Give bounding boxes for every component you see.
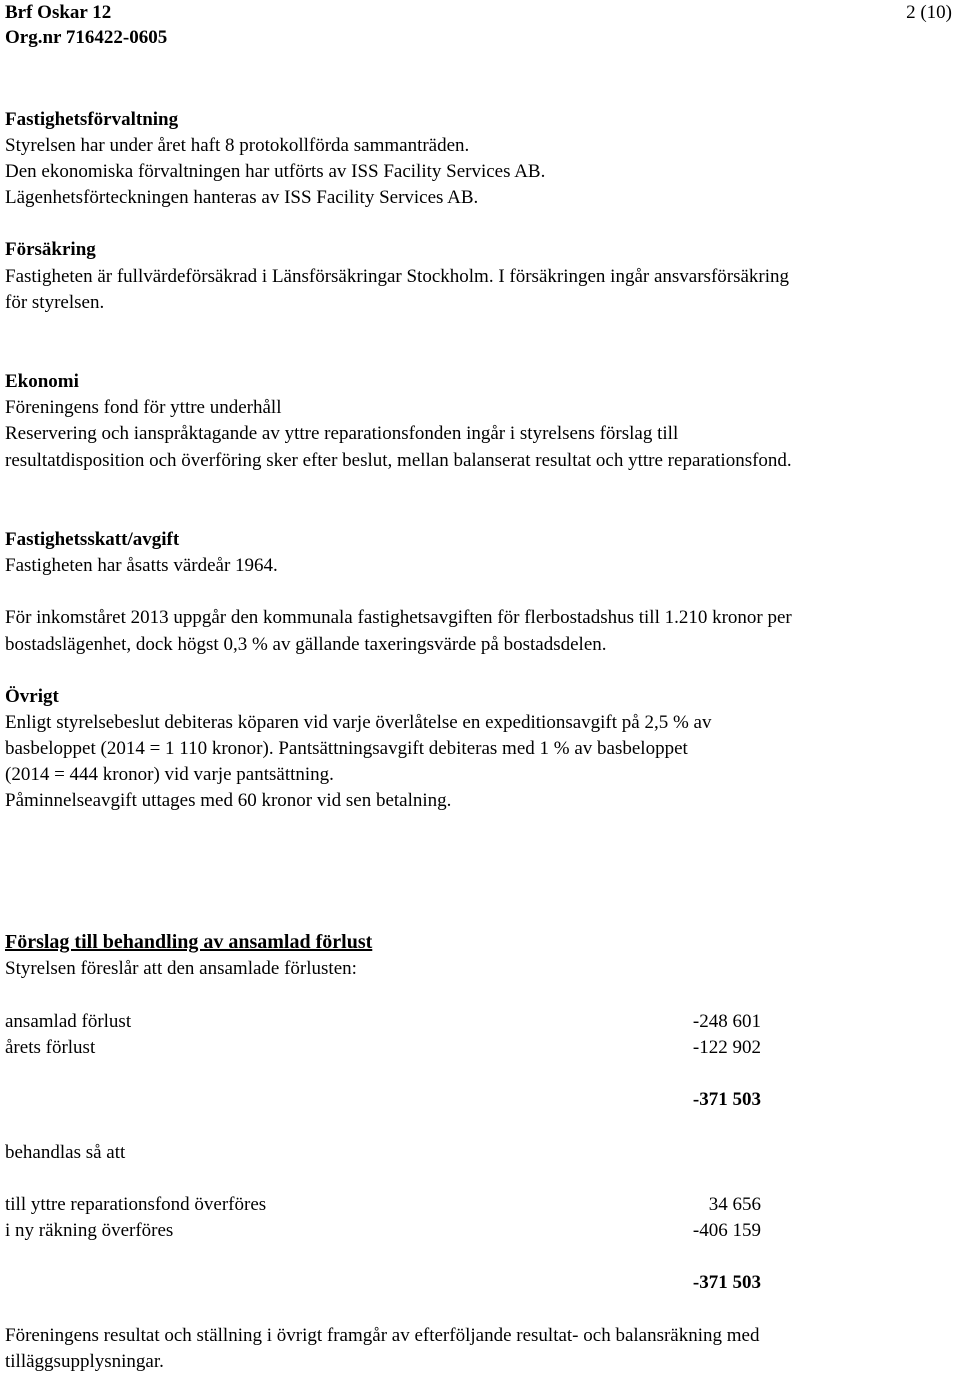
paragraph-line: Reservering och ianspråktagande av yttre reparationsfonden ingår i styrelsens förslag till — [5, 423, 679, 444]
paragraph-line: Den ekonomiska förvaltningen har utförts av ISS Facility Services AB. — [5, 161, 546, 182]
paragraph-line: Styrelsen har under året haft 8 protokollförda sammanträden. — [5, 135, 470, 156]
section-title-ekonomi: Ekonomi — [5, 371, 79, 392]
paragraph-line: bostadslägenhet, dock högst 0,3 % av gällande taxeringsvärde på bostadsdelen. — [5, 634, 607, 655]
paragraph-line: Fastigheten är fullvärdeförsäkrad i Länsförsäkringar Stockholm. I försäkringen ingår ansvarsförsäkring — [5, 266, 790, 287]
section-title-fastighetsforvaltning: Fastighetsförvaltning — [5, 109, 179, 130]
org-name: Brf Oskar 12 — [5, 2, 112, 23]
section-title-fastighetsskatt: Fastighetsskatt/avgift — [5, 529, 180, 550]
page-number: 2 (10) — [906, 2, 952, 23]
ledger-value: -406 159 — [692, 1220, 761, 1241]
ledger-label: ansamlad förlust — [5, 1011, 132, 1032]
paragraph-line: Påminnelseavgift uttages med 60 kronor vid sen betalning. — [5, 790, 452, 811]
paragraph-line: Fastigheten har åsatts värdeår 1964. — [5, 555, 278, 576]
paragraph-line: För inkomståret 2013 uppgår den kommunala fastighetsavgiften för flerbostadshus till 1.210 kronor per — [5, 607, 792, 628]
ledger-label: till yttre reparationsfond överföres — [5, 1194, 267, 1215]
ledger-total: -371 503 — [692, 1272, 761, 1293]
ledger-value: -248 601 — [692, 1011, 761, 1032]
ledger-value: 34 656 — [708, 1194, 761, 1215]
paragraph-line: (2014 = 444 kronor) vid varje pantsättning. — [5, 764, 334, 785]
paragraph-line: Enligt styrelsebeslut debiteras köparen vid varje överlåtelse en expeditionsavgift på 2,5 % av — [5, 712, 712, 733]
section-title-ovrigt: Övrigt — [5, 686, 59, 707]
paragraph-line: Föreningens resultat och ställning i övrigt framgår av efterföljande resultat- och balansräkning med — [5, 1325, 760, 1346]
section-title-forslag: Förslag till behandling av ansamlad förlust — [5, 931, 373, 953]
paragraph-line: för styrelsen. — [5, 292, 105, 313]
paragraph-line: Lägenhetsförteckningen hanteras av ISS Facility Services AB. — [5, 187, 479, 208]
paragraph-line: resultatdisposition och överföring sker efter beslut, mellan balanserat resultat och yttre reparationsfond. — [5, 450, 792, 471]
paragraph-line: Föreningens fond för yttre underhåll — [5, 397, 282, 418]
paragraph-line: basbeloppet (2014 = 1 110 kronor). Pantsättningsavgift debiteras med 1 % av basbeloppet — [5, 738, 688, 759]
paragraph-line: tilläggsupplysningar. — [5, 1351, 164, 1372]
org-number: Org.nr 716422-0605 — [5, 27, 168, 48]
ledger-label: årets förlust — [5, 1037, 96, 1058]
ledger-total: -371 503 — [692, 1089, 761, 1110]
forslag-intro: Styrelsen föreslår att den ansamlade förlusten: — [5, 958, 357, 979]
section-title-forsakring: Försäkring — [5, 239, 96, 260]
ledger-value: -122 902 — [692, 1037, 761, 1058]
ledger-label: i ny räkning överföres — [5, 1220, 174, 1241]
ledger-mid-label: behandlas så att — [5, 1142, 126, 1163]
